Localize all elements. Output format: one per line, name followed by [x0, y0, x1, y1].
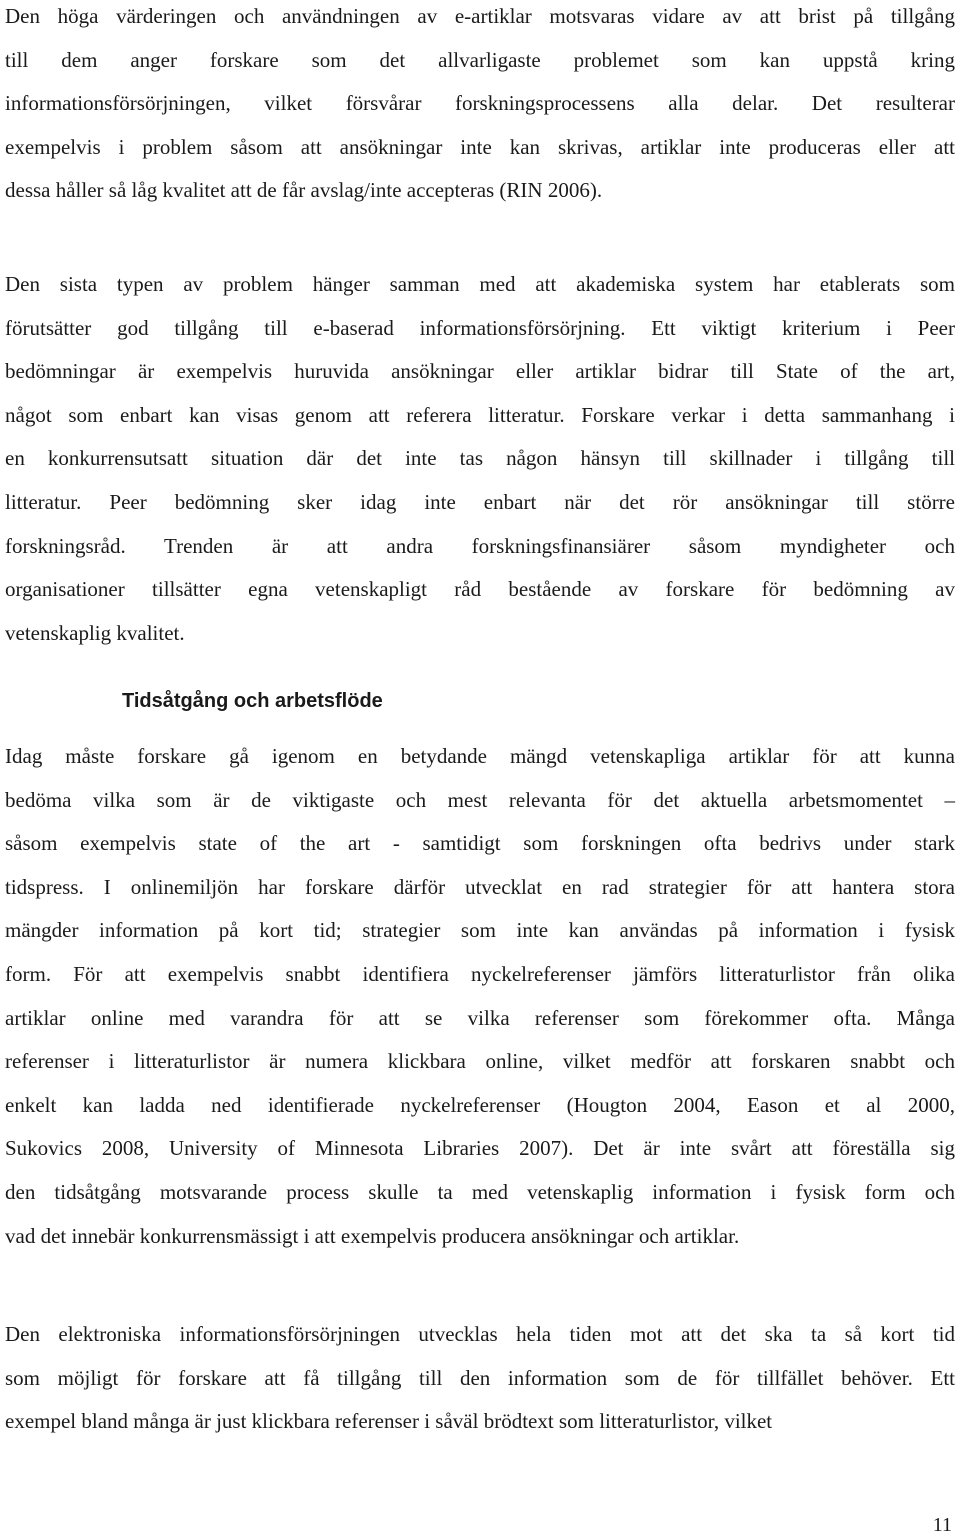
paragraph-time-workflow	[5, 735, 955, 1258]
text-line: vetenskaplig kvalitet.	[5, 620, 185, 645]
text-line: Den sista typen av problem hänger samman med att akademiska system har etablerats som	[5, 272, 955, 296]
text-line: form. För att exempelvis snabbt identifiera nyckelreferenser jämförs litteraturlistor från olika	[5, 961, 955, 986]
text-line: mängder information på kort tid; strategier som inte kan användas på information i fysisk	[5, 918, 955, 943]
text-line: till dem anger forskare som det allvarligaste problemet som kan uppstå kring	[5, 47, 955, 72]
text-line: den tidsåtgång motsvarande process skulle ta med vetenskaplig information i fysisk form och	[5, 1179, 955, 1204]
text-line: Den elektroniska informationsförsörjningen utvecklas hela tiden mot att det ska ta så kort tid	[5, 1322, 955, 1346]
text-line: Sukovics 2008, University of Minnesota Libraries 2007). Det är inte svårt att föreställa sig	[5, 1136, 955, 1161]
text-line: Den höga värderingen och användningen av e-artiklar motsvaras vidare av att brist på tillgång	[5, 4, 955, 28]
text-line: organisationer tillsätter egna vetenskapligt råd bestående av forskare för bedömning av	[5, 577, 955, 602]
text-line: exempel bland många är just klickbara referenser i såväl brödtext som litteraturlistor, vilket	[5, 1409, 773, 1434]
text-line: en konkurrensutsatt situation där det inte tas någon hänsyn till skillnader i tillgång till	[5, 446, 955, 471]
paragraph-electronic-supply	[5, 1313, 955, 1444]
text-line: enkelt kan ladda ned identifierade nyckelreferenser (Hougton 2004, Eason et al 2000,	[5, 1092, 955, 1117]
text-line: vad det innebär konkurrensmässigt i att exempelvis producera ansökningar och artiklar.	[5, 1223, 740, 1248]
text-line: förutsätter god tillgång till e-baserad informationsförsörjning. Ett viktigt kriterium i Peer	[5, 315, 955, 340]
section-heading: Tidsåtgång och arbetsflöde	[122, 690, 383, 712]
text-line: exempelvis i problem såsom att ansökningar inte kan skrivas, artiklar inte produceras eller att	[5, 134, 955, 159]
text-line: bedöma vilka som är de viktigaste och mest relevanta för det aktuella arbetsmomentet –	[5, 787, 955, 812]
text-line: något som enbart kan visas genom att referera litteratur. Forskare verkar i detta sammanhang i	[5, 402, 955, 427]
paragraph-academic-systems	[5, 263, 955, 655]
text-line: artiklar online med varandra för att se vilka referenser som förekommer ofta. Många	[5, 1005, 955, 1030]
text-line: tidspress. I onlinemiljön har forskare därför utvecklat en rad strategier för att hantera stora	[5, 874, 955, 899]
page-number: 11	[932, 1514, 952, 1536]
text-line: dessa håller så låg kvalitet att de får avslag/inte accepteras (RIN 2006).	[5, 178, 603, 203]
paragraph-access-problems	[5, 0, 955, 213]
text-line: referenser i litteraturlistor är numera klickbara online, vilket medför att forskaren snabbt och	[5, 1049, 955, 1074]
text-line: forskningsråd. Trenden är att andra forskningsfinansiärer såsom myndigheter och	[5, 533, 955, 558]
text-line: bedömningar är exempelvis huruvida ansökningar eller artiklar bidrar till State of the art,	[5, 359, 955, 384]
text-line: som möjligt för forskare att få tillgång till den information som de för tillfället behöver. Ett	[5, 1365, 955, 1390]
text-line: litteratur. Peer bedömning sker idag inte enbart när det rör ansökningar till större	[5, 489, 955, 514]
text-line: Idag måste forskare gå igenom en betydande mängd vetenskapliga artiklar för att kunna	[5, 744, 955, 768]
text-line: informationsförsörjningen, vilket försvårar forskningsprocessens alla delar. Det resulterar	[5, 91, 955, 116]
text-line: såsom exempelvis state of the art - samtidigt som forskningen ofta bedrivs under stark	[5, 831, 955, 856]
